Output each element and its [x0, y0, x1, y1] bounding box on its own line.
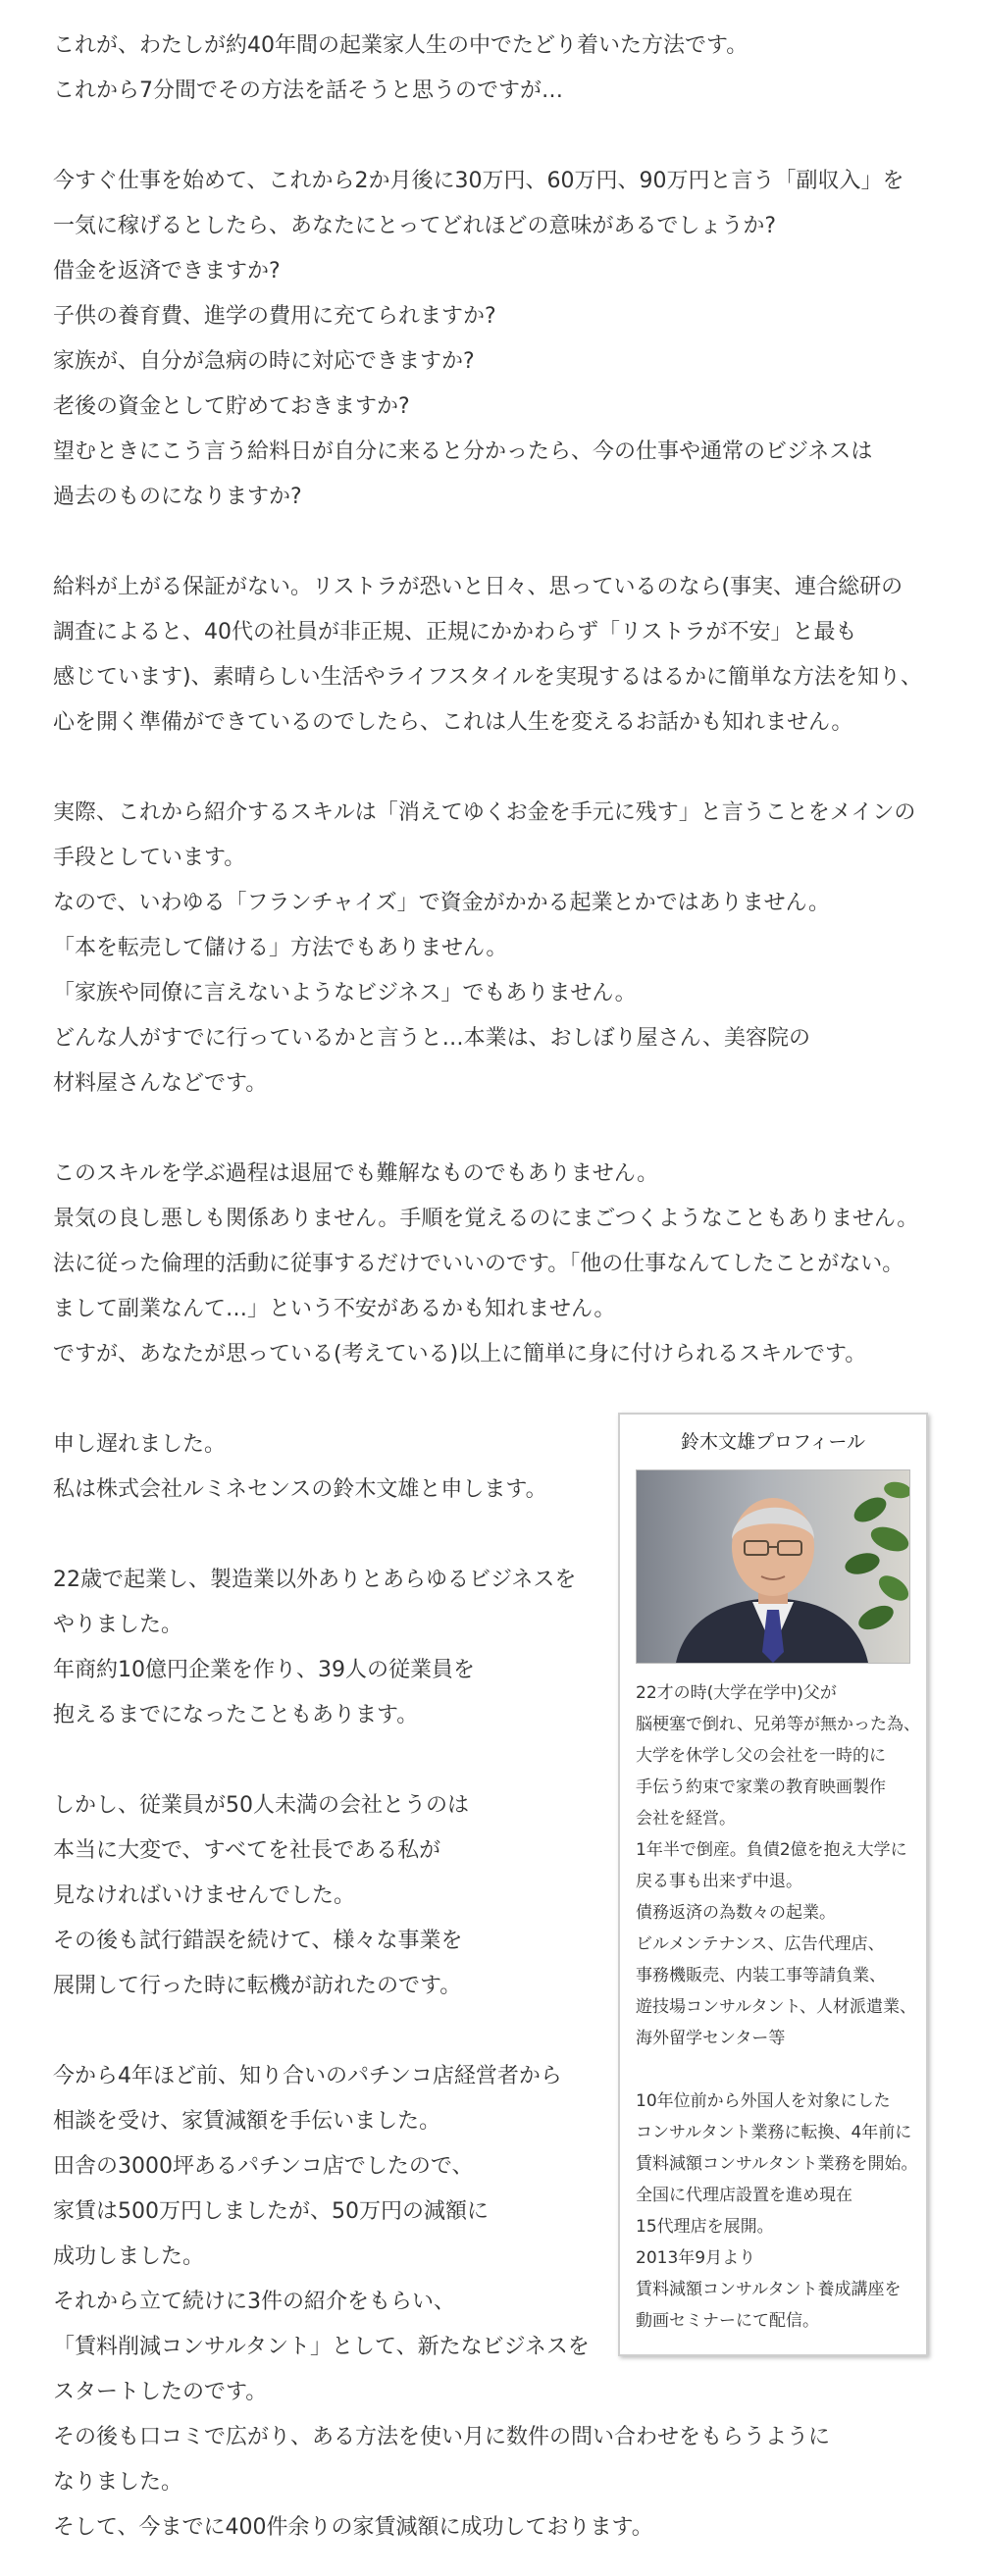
profile-text-line: 戻る事も出来ず中退。 [636, 1872, 802, 1891]
profile-text-line: 海外留学センター等 [636, 2029, 786, 2048]
text-line: その後も試行錯誤を続けて、様々な事業を [53, 1929, 463, 1953]
text-line: 今すぐ仕事を始めて、これから2か月後に30万円、60万円、90万円と言う「副収入」を [53, 169, 904, 193]
paragraph [53, 159, 936, 520]
profile-box [618, 1413, 928, 2356]
text-line: 22歳で起業し、製造業以外ありとあらゆるビジネスを [53, 1568, 577, 1592]
text-line: 家賃は500万円しましたが、50万円の減額に [53, 2199, 489, 2224]
text-line: これが、わたしが約40年間の起業家人生の中でたどり着いた方法です。 [53, 33, 749, 58]
paragraph [53, 1152, 936, 1377]
profile-title: 鈴木文雄プロフィール [680, 1431, 866, 1453]
paragraph-gap [53, 1107, 936, 1152]
text-line: 私は株式会社ルミネセンスの鈴木文雄と申します。 [53, 1477, 547, 1502]
text-line: このスキルを学ぶ過程は退屈でも難解なものでもありません。 [53, 1161, 659, 1186]
text-line: しかし、従業員が50人未満の会社とうのは [53, 1793, 469, 1818]
paragraph-gap [53, 114, 936, 159]
profile-text-line: 手伝う約束で家業の教育映画製作 [636, 1777, 886, 1797]
profile-text-line: 賃料減額コンサルタント養成講座を [636, 2280, 902, 2299]
person-portrait-photo-icon [637, 1470, 909, 1663]
text-line: その後も口コミで広がり、ある方法を使い月に数件の問い合わせをもらうように [53, 2425, 831, 2449]
text-line: 成功しました。 [53, 2244, 205, 2269]
text-line: 家族が、自分が急病の時に対応できますか? [53, 349, 475, 374]
paragraph-gap [53, 746, 936, 791]
text-line: やりました。 [53, 1613, 183, 1637]
text-line: なりました。 [53, 2470, 183, 2495]
profile-text-line: コンサルタント業務に転換、4年前に [636, 2123, 912, 2142]
text-line: 田舎の3000坪あるパチンコ店でしたので、 [53, 2154, 474, 2179]
text-line: 「家族や同僚に言えないようなビジネス」でもありません。 [53, 981, 637, 1005]
text-line: スタートしたのです。 [53, 2380, 268, 2404]
text-line: 景気の良し悪しも関係ありません。手順を覚えるのにまごつくようなこともありません。 [53, 1207, 919, 1231]
paragraph-gap [53, 520, 936, 565]
text-line: どんな人がすでに行っているかと言うと…本業は、おしぼり屋さん、美容院の [53, 1026, 810, 1051]
text-line: 過去のものになりますか? [53, 485, 302, 509]
text-line: 望むときにこう言う給料日が自分に来ると分かったら、今の仕事や通常のビジネスは [53, 439, 873, 464]
text-line: 心を開く準備ができているのでしたら、これは人生を変えるお話かも知れません。 [53, 710, 853, 735]
text-line: 子供の養育費、進学の費用に充てられますか? [53, 304, 496, 329]
profile-text-line: 22才の時(大学在学中)父が [636, 1683, 837, 1703]
profile-text-line: 大学を休学し父の会社を一時的に [636, 1746, 886, 1766]
text-line: 給料が上がる保証がない。リストラが恐いと日々、思っているのなら(事実、連合総研の [53, 575, 904, 599]
text-line: 本当に大変で、すべてを社長である私が [53, 1838, 441, 1863]
profile-text-line: 遊技場コンサルタント、人材派遣業、 [636, 1997, 916, 2017]
paragraph [53, 565, 936, 746]
profile-text-line: 賃料減額コンサルタント業務を開始。 [636, 2154, 918, 2174]
profile-text-line: 脳梗塞で倒れ、兄弟等が無かった為、 [636, 1715, 921, 1734]
paragraph [53, 24, 936, 114]
profile-text-line: 動画セミナーにて配信。 [636, 2311, 819, 2331]
profile-text-line: ビルメンテナンス、広告代理店、 [636, 1934, 885, 1954]
profile-photo [636, 1469, 910, 1664]
profile-text-line: 2013年9月より [636, 2248, 756, 2268]
text-line: 老後の資金として貯めておきますか? [53, 394, 410, 419]
text-line: 手段としています。 [53, 846, 246, 870]
profile-text-line: 15代理店を展開。 [636, 2217, 774, 2237]
text-line: 見なければいけませんでした。 [53, 1883, 356, 1908]
text-line: なので、いわゆる「フランチャイズ」で資金がかかる起業とかではありません。 [53, 891, 831, 915]
text-line: まして副業なんて…」という不安があるかも知れません。 [53, 1297, 616, 1321]
text-line: それから立て続けに3件の紹介をもらい、 [53, 2290, 455, 2314]
text-line: 法に従った倫理的活動に従事するだけでいいのです。「他の仕事なんてしたことがない。 [53, 1252, 904, 1276]
text-line: 申し遅れました。 [53, 1432, 227, 1457]
paragraph [53, 791, 936, 1107]
text-line: 実際、これから紹介するスキルは「消えてゆくお金を手元に残す」と言うことをメインの [53, 800, 916, 825]
text-line: 材料屋さんなどです。 [53, 1071, 268, 1096]
text-line: 「本を転売して儲ける」方法でもありません。 [53, 936, 508, 960]
text-line: 抱えるまでになったこともあります。 [53, 1703, 419, 1727]
text-line: 借金を返済できますか? [53, 259, 281, 283]
text-line: 一気に稼げるとしたら、あなたにとってどれほどの意味があるでしょうか? [53, 214, 777, 238]
profile-text [620, 1664, 926, 2337]
text-line: ですが、あなたが思っている(考えている)以上に簡単に身に付けられるスキルです。 [53, 1342, 867, 1366]
profile-text-line: 事務機販売、内装工事等請負業、 [636, 1966, 886, 1985]
text-line: 今から4年ほど前、知り合いのパチンコ店経営者から [53, 2064, 562, 2088]
text-line: そして、今までに400件余りの家賃減額に成功しております。 [53, 2515, 653, 2540]
text-line: 相談を受け、家賃減額を手伝いました。 [53, 2109, 441, 2134]
text-line: これから7分間でその方法を話そうと思うのですが… [53, 78, 563, 103]
text-line: 年商約10億円企業を作り、39人の従業員を [53, 1658, 475, 1682]
profile-text-line: 全国に代理店設置を進め現在 [636, 2186, 852, 2205]
profile-text-line: 債務返済の為数々の起業。 [636, 1903, 836, 1923]
text-line: 感じています)、素晴らしい生活やライフスタイルを実現するはるかに簡単な方法を知り、 [53, 665, 922, 690]
text-line: 展開して行った時に転機が訪れたのです。 [53, 1974, 462, 1998]
profile-text-line: 会社を経営。 [636, 1809, 736, 1829]
profile-text-line: 1年半で倒産。負債2億を抱え大学に [636, 1840, 907, 1860]
profile-paragraph-gap [636, 2054, 910, 2086]
text-line: 「賃料削減コンサルタント」として、新たなビジネスを [53, 2335, 590, 2359]
profile-text-line: 10年位前から外国人を対象にした [636, 2091, 891, 2111]
text-line: 調査によると、40代の社員が非正規、正規にかかわらず「リストラが不安」と最も [53, 620, 857, 644]
